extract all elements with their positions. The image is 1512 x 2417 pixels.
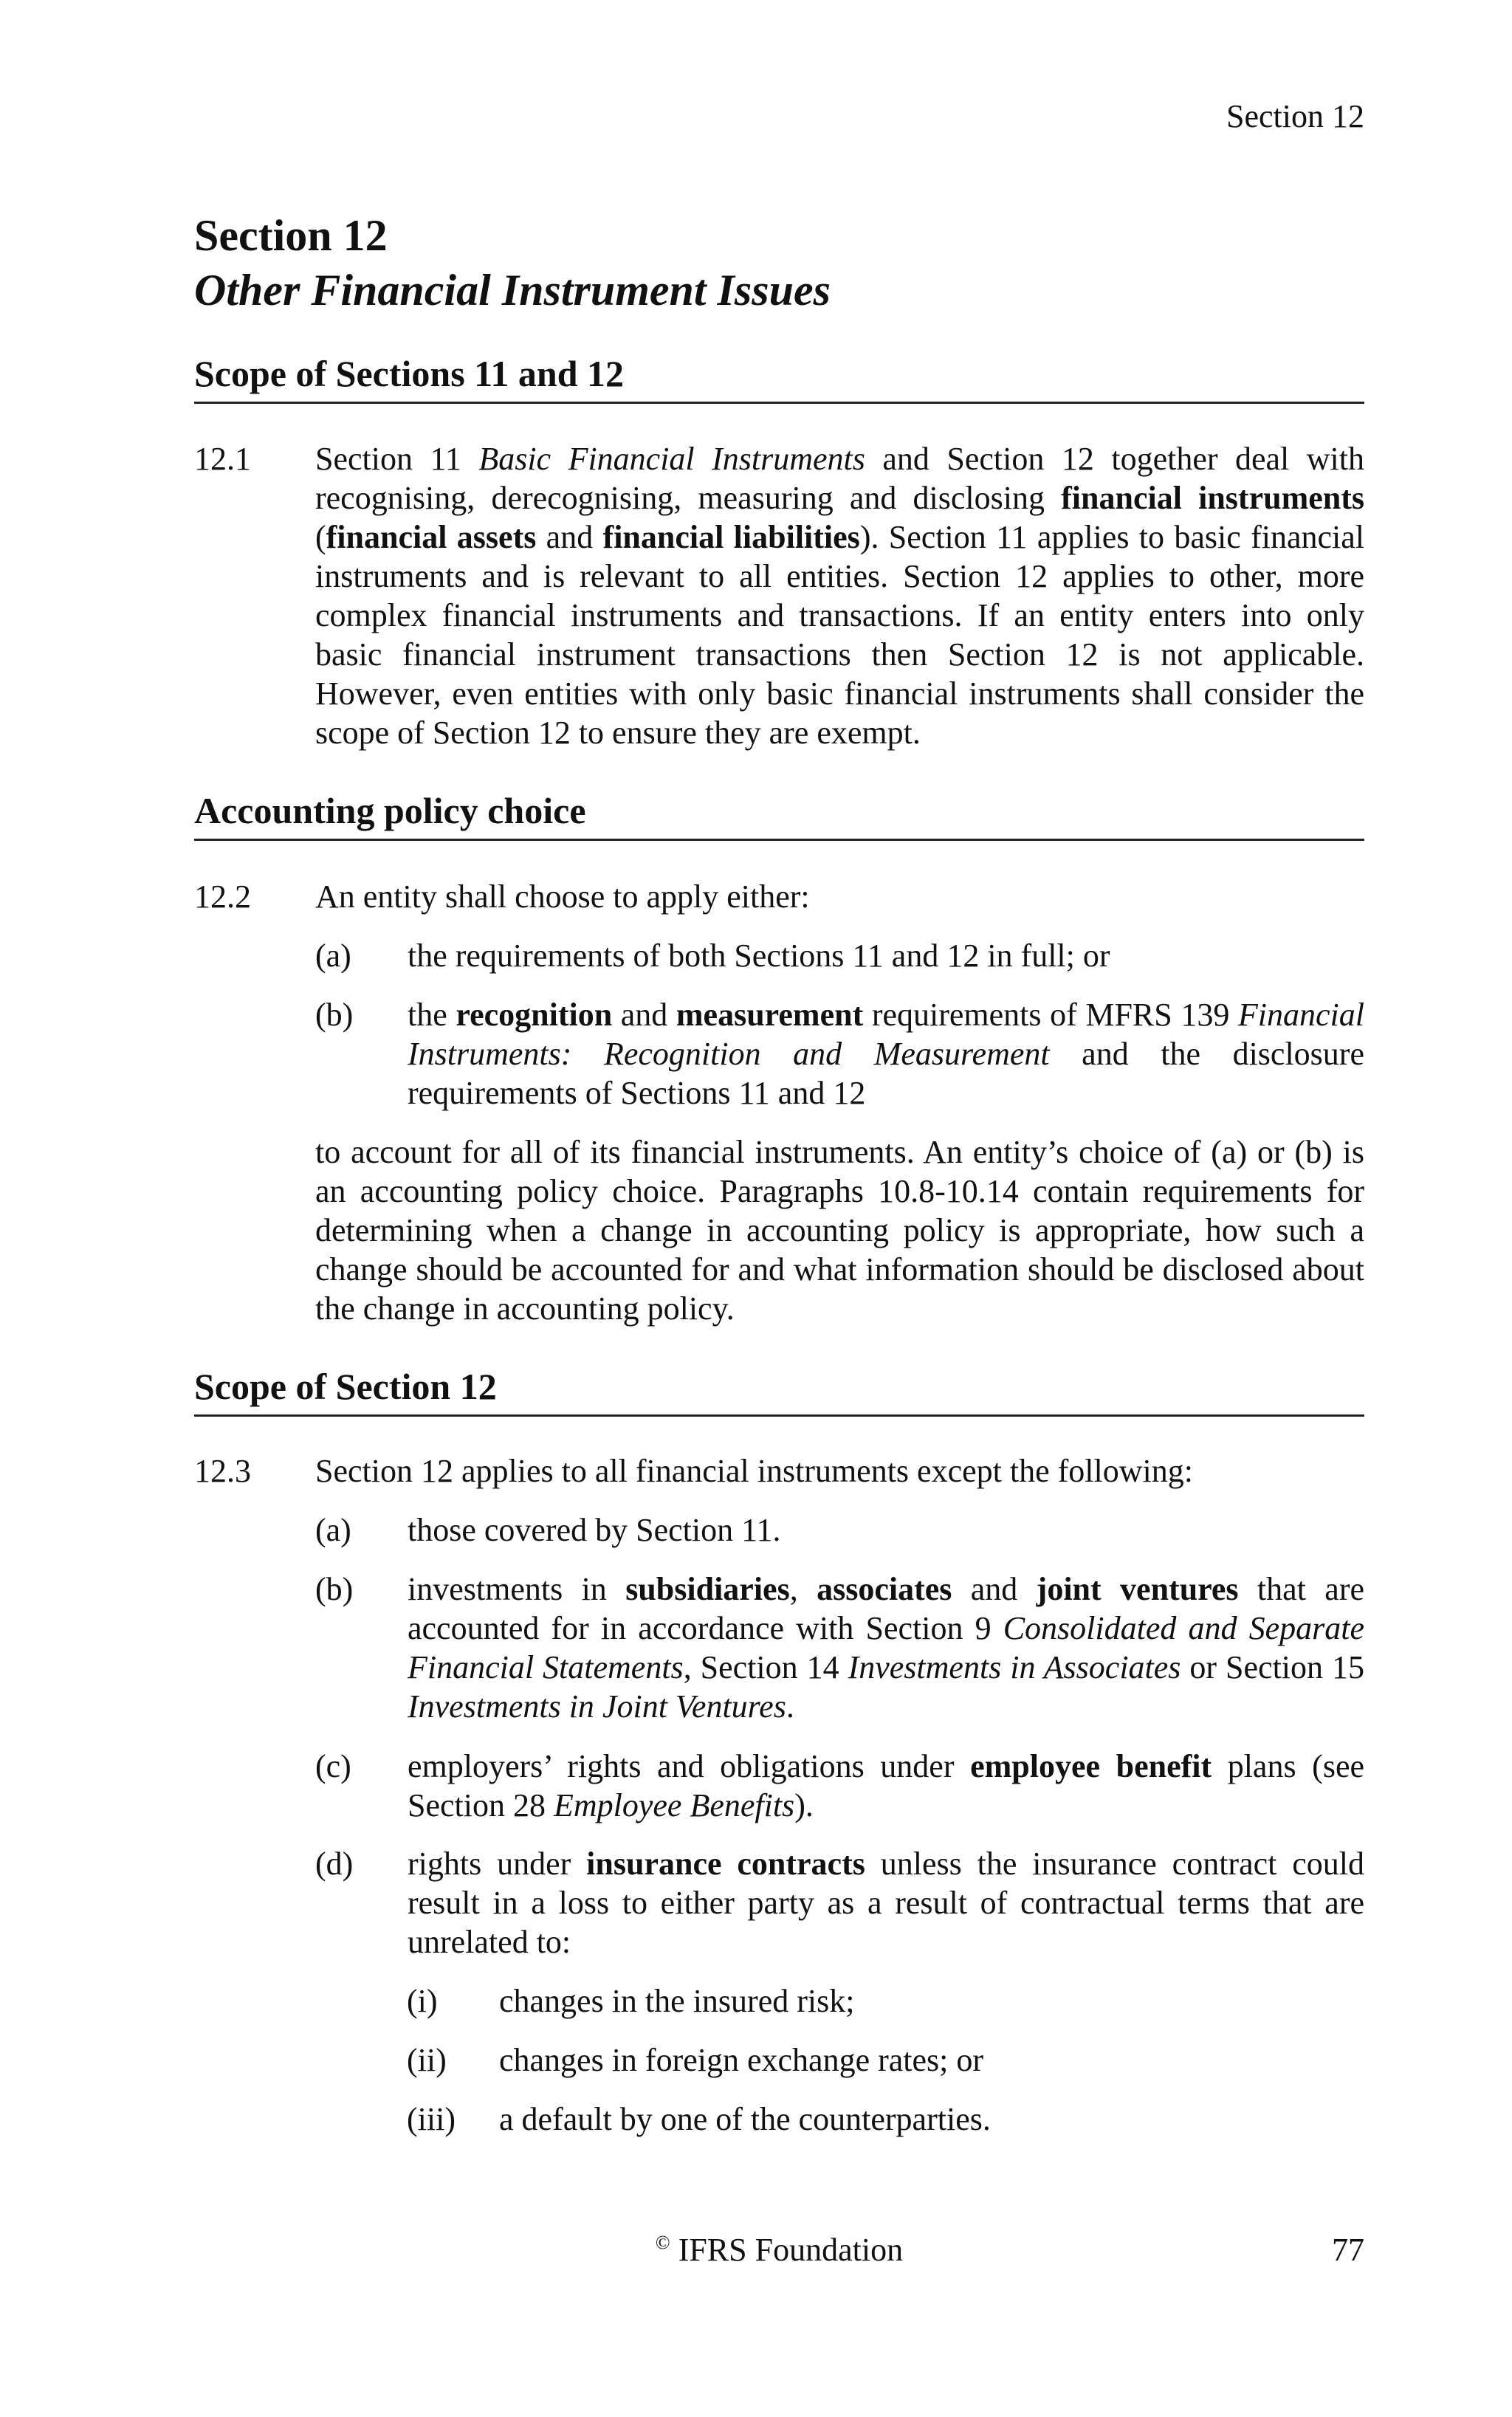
list-label: (b) xyxy=(315,1571,354,1607)
paragraph-intro: An entity shall choose to apply either: xyxy=(315,879,810,915)
paragraph-body: Section 11 Basic Financial Instruments and Section 12 together deal with recognising, derecognising, measuring and disclosing financial instruments (financial assets and financial liabilities). Section 11 applies to basic financial instruments and is relevant to all entities. Section 12 applies to other, more complex financial instruments and transactions. If an entity enters into only basic financial instrument transactions then Section 12 is not applicable. However, even entities with only basic financial instruments shall consider the scope of Section 12 to ensure they are exempt. xyxy=(315,441,1364,751)
footer-org: IFRS Foundation xyxy=(670,2232,904,2268)
list-text: the recognition and measurement requirements of MFRS 139 Financial Instruments: Recognition and Measurement and the disclosure requirements of Sections 11 and 12 xyxy=(408,997,1364,1111)
list-text: a default by one of the counterparties. xyxy=(499,2101,991,2137)
running-head: Section 12 xyxy=(1226,98,1364,134)
list-text: investments in subsidiaries, associates and joint ventures that are accounted for in accordance with Section 9 Consolidated and Separate Financial Statements, Section 14 Investments in Associates or Section 15 Investments in Joint Ventures. xyxy=(408,1571,1364,1725)
list-label: (d) xyxy=(315,1846,354,1882)
paragraph-12-2 xyxy=(194,877,1364,916)
list-text: changes in the insured risk; xyxy=(499,1983,855,2019)
list-label: (ii) xyxy=(407,2042,447,2078)
paragraph-12-1 xyxy=(194,439,1364,752)
page-title xyxy=(194,208,831,317)
list-item-12-2-a xyxy=(315,936,1364,975)
list-text: changes in foreign exchange rates; or xyxy=(499,2042,984,2078)
list-item-12-3-b xyxy=(315,1569,1364,1726)
sub-item-ii xyxy=(407,2040,1364,2080)
heading-scope-11-12: Scope of Sections 11 and 12 xyxy=(194,351,1364,404)
paragraph-number: 12.1 xyxy=(194,441,251,477)
sub-item-i xyxy=(407,1981,1364,2021)
list-text: the requirements of both Sections 11 and 12 in full; or xyxy=(408,938,1110,974)
heading-scope-12: Scope of Section 12 xyxy=(194,1364,1364,1417)
list-label: (i) xyxy=(407,1983,438,2019)
list-item-12-2-b xyxy=(315,995,1364,1113)
paragraph-number: 12.2 xyxy=(194,879,251,915)
footer-copyright xyxy=(194,2231,1364,2269)
list-label: (b) xyxy=(315,997,354,1033)
list-item-12-3-c xyxy=(315,1747,1364,1825)
page-number: 77 xyxy=(1332,2232,1364,2268)
list-label: (a) xyxy=(315,938,351,974)
section-number-title: Section 12 xyxy=(194,211,388,260)
list-item-12-3-d xyxy=(315,1844,1364,1962)
list-item-12-3-a xyxy=(315,1510,1364,1550)
sub-item-iii xyxy=(407,2100,1364,2139)
list-label: (a) xyxy=(315,1512,351,1548)
list-label: (c) xyxy=(315,1748,351,1784)
section-subtitle: Other Financial Instrument Issues xyxy=(194,266,831,314)
paragraph-12-2-continuation: to account for all of its financial instruments. An entity’s choice of (a) or (b) is an accounting policy choice. Paragraphs 10.8-10.14 contain requirements for determining when a change in accounting policy is appropriate, how such a change should be accounted for and what information should be disclosed about the change in accounting policy. xyxy=(315,1134,1364,1327)
copyright-symbol: © xyxy=(655,2232,670,2253)
paragraph-number: 12.3 xyxy=(194,1453,251,1489)
paragraph-12-3 xyxy=(194,1451,1364,1491)
heading-policy-choice: Accounting policy choice xyxy=(194,788,1364,841)
list-text: employers’ rights and obligations under employee benefit plans (see Section 28 Employee Benefits). xyxy=(408,1748,1364,1823)
list-text: rights under insurance contracts unless the insurance contract could result in a loss to either party as a result of contractual terms that are unrelated to: xyxy=(408,1846,1364,1960)
paragraph-intro: Section 12 applies to all financial instruments except the following: xyxy=(315,1453,1193,1489)
list-text: those covered by Section 11. xyxy=(408,1512,781,1548)
list-label: (iii) xyxy=(407,2101,456,2137)
